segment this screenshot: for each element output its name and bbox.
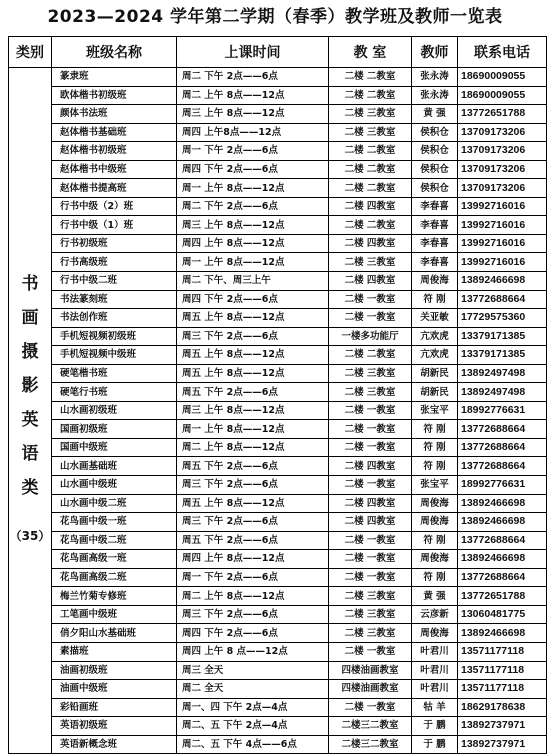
table-row	[9, 253, 547, 272]
table-row	[9, 383, 547, 402]
header-classroom: 教 室	[329, 37, 412, 68]
table-row	[9, 698, 547, 717]
class-time-cell: 周三 下午 2点——6点	[177, 476, 329, 495]
class-time-cell: 周四 下午 2点——6点	[177, 290, 329, 309]
table-row	[9, 197, 547, 216]
teacher-cell: 张宝平	[412, 476, 458, 495]
phone-cell: 13992716016	[458, 197, 547, 216]
teacher-cell: 周俊海	[412, 624, 458, 643]
class-time-cell: 周五 下午 2点——6点	[177, 531, 329, 550]
table-row	[9, 364, 547, 383]
teacher-cell: 侯积仓	[412, 142, 458, 161]
class-name-cell: 花鸟画中级一班	[52, 513, 177, 532]
phone-cell: 13772688664	[458, 457, 547, 476]
class-time-cell: 周二 下午 2点——6点	[177, 68, 329, 87]
phone-cell: 13060481775	[458, 605, 547, 624]
category-char: 书	[21, 274, 39, 295]
phone-cell: 13892497498	[458, 383, 547, 402]
class-name-cell: 彩铅画班	[52, 698, 177, 717]
classroom-cell: 二楼 二教室	[329, 346, 412, 365]
class-time-cell: 周五 下午 2点——6点	[177, 383, 329, 402]
header-teacher: 教师	[412, 37, 458, 68]
phone-cell: 13992716016	[458, 234, 547, 253]
class-name-cell: 英语初级班	[52, 717, 177, 736]
class-time-cell: 周四 上午8点——12点	[177, 123, 329, 142]
table-row	[9, 346, 547, 365]
phone-cell: 13892497498	[458, 364, 547, 383]
classroom-cell: 二楼 一教室	[329, 531, 412, 550]
classroom-cell: 二楼 一教室	[329, 642, 412, 661]
class-name-cell: 硬笔楷书班	[52, 364, 177, 383]
category-char: 摄	[21, 342, 39, 363]
class-name-cell: 国画中级班	[52, 438, 177, 457]
classroom-cell: 二楼 一教室	[329, 401, 412, 420]
class-time-cell: 周三 下午 2点——6点	[177, 513, 329, 532]
teacher-cell: 符 刚	[412, 531, 458, 550]
table-row	[9, 179, 547, 198]
classroom-cell: 二楼 四教室	[329, 234, 412, 253]
class-time-cell: 周五 下午 2点——6点	[177, 457, 329, 476]
table-row	[9, 438, 547, 457]
class-time-cell: 周五 上午 8点——12点	[177, 364, 329, 383]
class-time-cell: 周二 上午 8点——12点	[177, 86, 329, 105]
classroom-cell: 二楼 一教室	[329, 420, 412, 439]
class-time-cell: 周五 上午 8点——12点	[177, 346, 329, 365]
class-time-cell: 周一 上午 8点——12点	[177, 420, 329, 439]
table-row	[9, 123, 547, 142]
teacher-cell: 于 鹏	[412, 735, 458, 754]
classroom-cell: 二楼 三教室	[329, 253, 412, 272]
classroom-cell: 二楼 一教室	[329, 438, 412, 457]
class-name-cell: 手机短视频中级班	[52, 346, 177, 365]
class-time-cell: 周二 上午 8点——12点	[177, 587, 329, 606]
classroom-cell: 二楼 三教室	[329, 587, 412, 606]
class-time-cell: 周一 上午 8点——12点	[177, 179, 329, 198]
phone-cell: 13379171385	[458, 327, 547, 346]
teacher-cell: 李春喜	[412, 216, 458, 235]
phone-cell: 13379171385	[458, 346, 547, 365]
teacher-cell: 黄 强	[412, 105, 458, 124]
class-name-cell: 国画初级班	[52, 420, 177, 439]
classroom-cell: 二楼 二教室	[329, 179, 412, 198]
phone-cell: 13892737971	[458, 717, 547, 736]
teacher-cell: 周俊海	[412, 494, 458, 513]
class-name-cell: 赵体楷书初级班	[52, 142, 177, 161]
class-time-cell: 周一、四 下午 2点—4点	[177, 698, 329, 717]
teacher-cell: 符 刚	[412, 420, 458, 439]
teacher-cell: 侯积仓	[412, 123, 458, 142]
teacher-cell: 李春喜	[412, 197, 458, 216]
teacher-cell: 关亚敏	[412, 309, 458, 328]
teacher-cell: 符 刚	[412, 290, 458, 309]
category-char: 类	[21, 478, 39, 499]
phone-cell: 13709173206	[458, 160, 547, 179]
classroom-cell: 二楼 一教室	[329, 568, 412, 587]
table-row	[9, 290, 547, 309]
header-category: 类别	[9, 37, 52, 68]
table-row	[9, 587, 547, 606]
phone-cell: 13772688664	[458, 420, 547, 439]
phone-cell: 13709173206	[458, 123, 547, 142]
table-row	[9, 86, 547, 105]
phone-cell: 13772651788	[458, 105, 547, 124]
classroom-cell: 二楼 二教室	[329, 216, 412, 235]
table-row	[9, 494, 547, 513]
category-char: 画	[21, 308, 39, 329]
category-count: （35）	[9, 529, 51, 544]
class-name-cell: 书法篆刻班	[52, 290, 177, 309]
class-name-cell: 山水画中级二班	[52, 494, 177, 513]
classroom-cell: 二楼 三教室	[329, 605, 412, 624]
table-row	[9, 105, 547, 124]
class-name-cell: 油画中级班	[52, 680, 177, 699]
phone-cell: 13571177118	[458, 642, 547, 661]
classroom-cell: 二楼 一教室	[329, 476, 412, 495]
category-char: 英	[21, 410, 39, 431]
table-row	[9, 661, 547, 680]
teacher-cell: 李春喜	[412, 253, 458, 272]
class-name-cell: 欧体楷书初级班	[52, 86, 177, 105]
classroom-cell: 二楼 一教室	[329, 550, 412, 569]
teacher-cell: 亢欢虎	[412, 346, 458, 365]
class-time-cell: 周一 上午 8点——12点	[177, 253, 329, 272]
classroom-cell: 二楼 一教室	[329, 698, 412, 717]
teacher-cell: 符 刚	[412, 438, 458, 457]
class-name-cell: 行书中级（2）班	[52, 197, 177, 216]
phone-cell: 13992716016	[458, 216, 547, 235]
classroom-cell: 二楼 一教室	[329, 309, 412, 328]
class-name-cell: 手机短视频初级班	[52, 327, 177, 346]
classroom-cell: 二楼 三教室	[329, 105, 412, 124]
class-time-cell: 周二、五 下午 4点——6点	[177, 735, 329, 754]
class-time-cell: 周三 下午 2点——6点	[177, 327, 329, 346]
teacher-cell: 侯积仓	[412, 160, 458, 179]
table-row	[9, 309, 547, 328]
class-time-cell: 周三 上午 8点——12点	[177, 216, 329, 235]
table-row	[9, 568, 547, 587]
table-row	[9, 420, 547, 439]
table-row	[9, 680, 547, 699]
class-time-cell: 周二 下午 2点——6点	[177, 197, 329, 216]
teacher-cell: 符 刚	[412, 568, 458, 587]
phone-cell: 13892737971	[458, 735, 547, 754]
teacher-cell: 周俊海	[412, 272, 458, 291]
table-row	[9, 272, 547, 291]
class-name-cell: 山水画中级班	[52, 476, 177, 495]
teacher-cell: 牯 羊	[412, 698, 458, 717]
class-time-cell: 周五 上午 8点——12点	[177, 309, 329, 328]
class-time-cell: 周三 全天	[177, 661, 329, 680]
class-name-cell: 赵体楷书中级班	[52, 160, 177, 179]
classroom-cell: 二楼 三教室	[329, 624, 412, 643]
teacher-cell: 云彦新	[412, 605, 458, 624]
classroom-cell: 二楼 一教室	[329, 290, 412, 309]
phone-cell: 13892466698	[458, 494, 547, 513]
class-name-cell: 颜体书法班	[52, 105, 177, 124]
class-time-cell: 周四 上午 8点——12点	[177, 234, 329, 253]
classroom-cell: 二楼 三教室	[329, 383, 412, 402]
classroom-cell: 四楼油画教室	[329, 661, 412, 680]
table-row	[9, 216, 547, 235]
table-row	[9, 513, 547, 532]
phone-cell: 13892466698	[458, 550, 547, 569]
teacher-cell: 周俊海	[412, 550, 458, 569]
class-time-cell: 周四 上午 8点——12点	[177, 550, 329, 569]
classroom-cell: 二楼 四教室	[329, 457, 412, 476]
class-name-cell: 花鸟画中级二班	[52, 531, 177, 550]
class-name-cell: 素描班	[52, 642, 177, 661]
table-row	[9, 717, 547, 736]
class-time-cell: 周一 下午 2点——6点	[177, 142, 329, 161]
phone-cell: 13571177118	[458, 661, 547, 680]
class-time-cell: 周四 下午 2点——6点	[177, 160, 329, 179]
classroom-cell: 二楼三二教室	[329, 717, 412, 736]
phone-cell: 13892466698	[458, 513, 547, 532]
teacher-cell: 胡新民	[412, 383, 458, 402]
teacher-cell: 于 鹏	[412, 717, 458, 736]
table-row	[9, 531, 547, 550]
class-name-cell: 行书中级（1）班	[52, 216, 177, 235]
phone-cell: 17729575360	[458, 309, 547, 328]
teacher-cell: 符 刚	[412, 457, 458, 476]
table-header-row	[9, 37, 547, 68]
phone-cell: 18992776631	[458, 401, 547, 420]
teacher-cell: 张永涛	[412, 68, 458, 87]
phone-cell: 18690009055	[458, 68, 547, 87]
class-name-cell: 油画初级班	[52, 661, 177, 680]
class-name-cell: 行书高级班	[52, 253, 177, 272]
class-time-cell: 周二 下午、周三上午	[177, 272, 329, 291]
table-row	[9, 605, 547, 624]
teacher-cell: 叶君川	[412, 661, 458, 680]
class-name-cell: 英语新概念班	[52, 735, 177, 754]
table-row	[9, 624, 547, 643]
phone-cell: 13892466698	[458, 624, 547, 643]
phone-cell: 13772688664	[458, 290, 547, 309]
classroom-cell: 一楼多功能厅	[329, 327, 412, 346]
class-time-cell: 周三 下午 2点——6点	[177, 605, 329, 624]
classroom-cell: 二楼三二教室	[329, 735, 412, 754]
header-class-name: 班级名称	[52, 37, 177, 68]
phone-cell: 13772688664	[458, 568, 547, 587]
teacher-cell: 叶君川	[412, 680, 458, 699]
classroom-cell: 二楼 二教室	[329, 86, 412, 105]
class-name-cell: 行书初级班	[52, 234, 177, 253]
classroom-cell: 二楼 三教室	[329, 364, 412, 383]
class-time-cell: 周二、五 下午 2点—4点	[177, 717, 329, 736]
class-name-cell: 俏夕阳山水基础班	[52, 624, 177, 643]
class-time-cell: 周四 上午 8 点——12点	[177, 642, 329, 661]
table-row	[9, 642, 547, 661]
category-char: 语	[21, 444, 39, 465]
class-time-cell: 周四 下午 2点——6点	[177, 624, 329, 643]
table-row	[9, 401, 547, 420]
header-class-time: 上课时间	[177, 37, 329, 68]
classroom-cell: 四楼油画教室	[329, 680, 412, 699]
class-time-cell: 周二 全天	[177, 680, 329, 699]
teacher-cell: 胡新民	[412, 364, 458, 383]
class-time-cell: 周二 上午 8点——12点	[177, 438, 329, 457]
class-schedule-table	[8, 36, 547, 754]
classroom-cell: 二楼 四教室	[329, 197, 412, 216]
teacher-cell: 侯积仓	[412, 179, 458, 198]
table-row	[9, 142, 547, 161]
class-name-cell: 山水画初级班	[52, 401, 177, 420]
phone-cell: 13772688664	[458, 438, 547, 457]
teacher-cell: 黄 强	[412, 587, 458, 606]
table-row	[9, 68, 547, 87]
phone-cell: 13772651788	[458, 587, 547, 606]
phone-cell: 13892466698	[458, 272, 547, 291]
classroom-cell: 二楼 二教室	[329, 68, 412, 87]
class-time-cell: 周三 上午 8点——12点	[177, 105, 329, 124]
classroom-cell: 二楼 三教室	[329, 123, 412, 142]
classroom-cell: 二楼 二教室	[329, 160, 412, 179]
class-name-cell: 山水画基础班	[52, 457, 177, 476]
teacher-cell: 张宝平	[412, 401, 458, 420]
table-row	[9, 160, 547, 179]
teacher-cell: 叶君川	[412, 642, 458, 661]
class-name-cell: 硬笔行书班	[52, 383, 177, 402]
table-row	[9, 476, 547, 495]
class-name-cell: 花鸟画高级二班	[52, 568, 177, 587]
classroom-cell: 二楼 四教室	[329, 272, 412, 291]
class-name-cell: 赵体楷书基础班	[52, 123, 177, 142]
class-name-cell: 篆隶班	[52, 68, 177, 87]
phone-cell: 13571177118	[458, 680, 547, 699]
category-cell	[9, 68, 52, 754]
class-name-cell: 花鸟画高级一班	[52, 550, 177, 569]
class-time-cell: 周三 上午 8点——12点	[177, 401, 329, 420]
table-row	[9, 457, 547, 476]
class-time-cell: 周五 上午 8点——12点	[177, 494, 329, 513]
page-title: 2023—2024 学年第二学期（春季）教学班及教师一览表	[47, 7, 503, 27]
class-name-cell: 赵体楷书提高班	[52, 179, 177, 198]
phone-cell: 18629178638	[458, 698, 547, 717]
table-row	[9, 234, 547, 253]
classroom-cell: 二楼 四教室	[329, 494, 412, 513]
table-row	[9, 550, 547, 569]
class-time-cell: 周一 下午 2点——6点	[177, 568, 329, 587]
table-row	[9, 327, 547, 346]
category-char: 影	[21, 376, 39, 397]
teacher-cell: 张永涛	[412, 86, 458, 105]
class-name-cell: 行书中级二班	[52, 272, 177, 291]
classroom-cell: 二楼 二教室	[329, 142, 412, 161]
phone-cell: 13709173206	[458, 142, 547, 161]
phone-cell: 13709173206	[458, 179, 547, 198]
phone-cell: 18690009055	[458, 86, 547, 105]
classroom-cell: 二楼 四教室	[329, 513, 412, 532]
phone-cell: 13992716016	[458, 253, 547, 272]
teacher-cell: 亢欢虎	[412, 327, 458, 346]
phone-cell: 13772688664	[458, 531, 547, 550]
class-name-cell: 书法创作班	[52, 309, 177, 328]
teacher-cell: 李春喜	[412, 234, 458, 253]
header-phone: 联系电话	[458, 37, 547, 68]
teacher-cell: 周俊海	[412, 513, 458, 532]
class-name-cell: 梅兰竹菊专修班	[52, 587, 177, 606]
phone-cell: 18992776631	[458, 476, 547, 495]
class-name-cell: 工笔画中级班	[52, 605, 177, 624]
